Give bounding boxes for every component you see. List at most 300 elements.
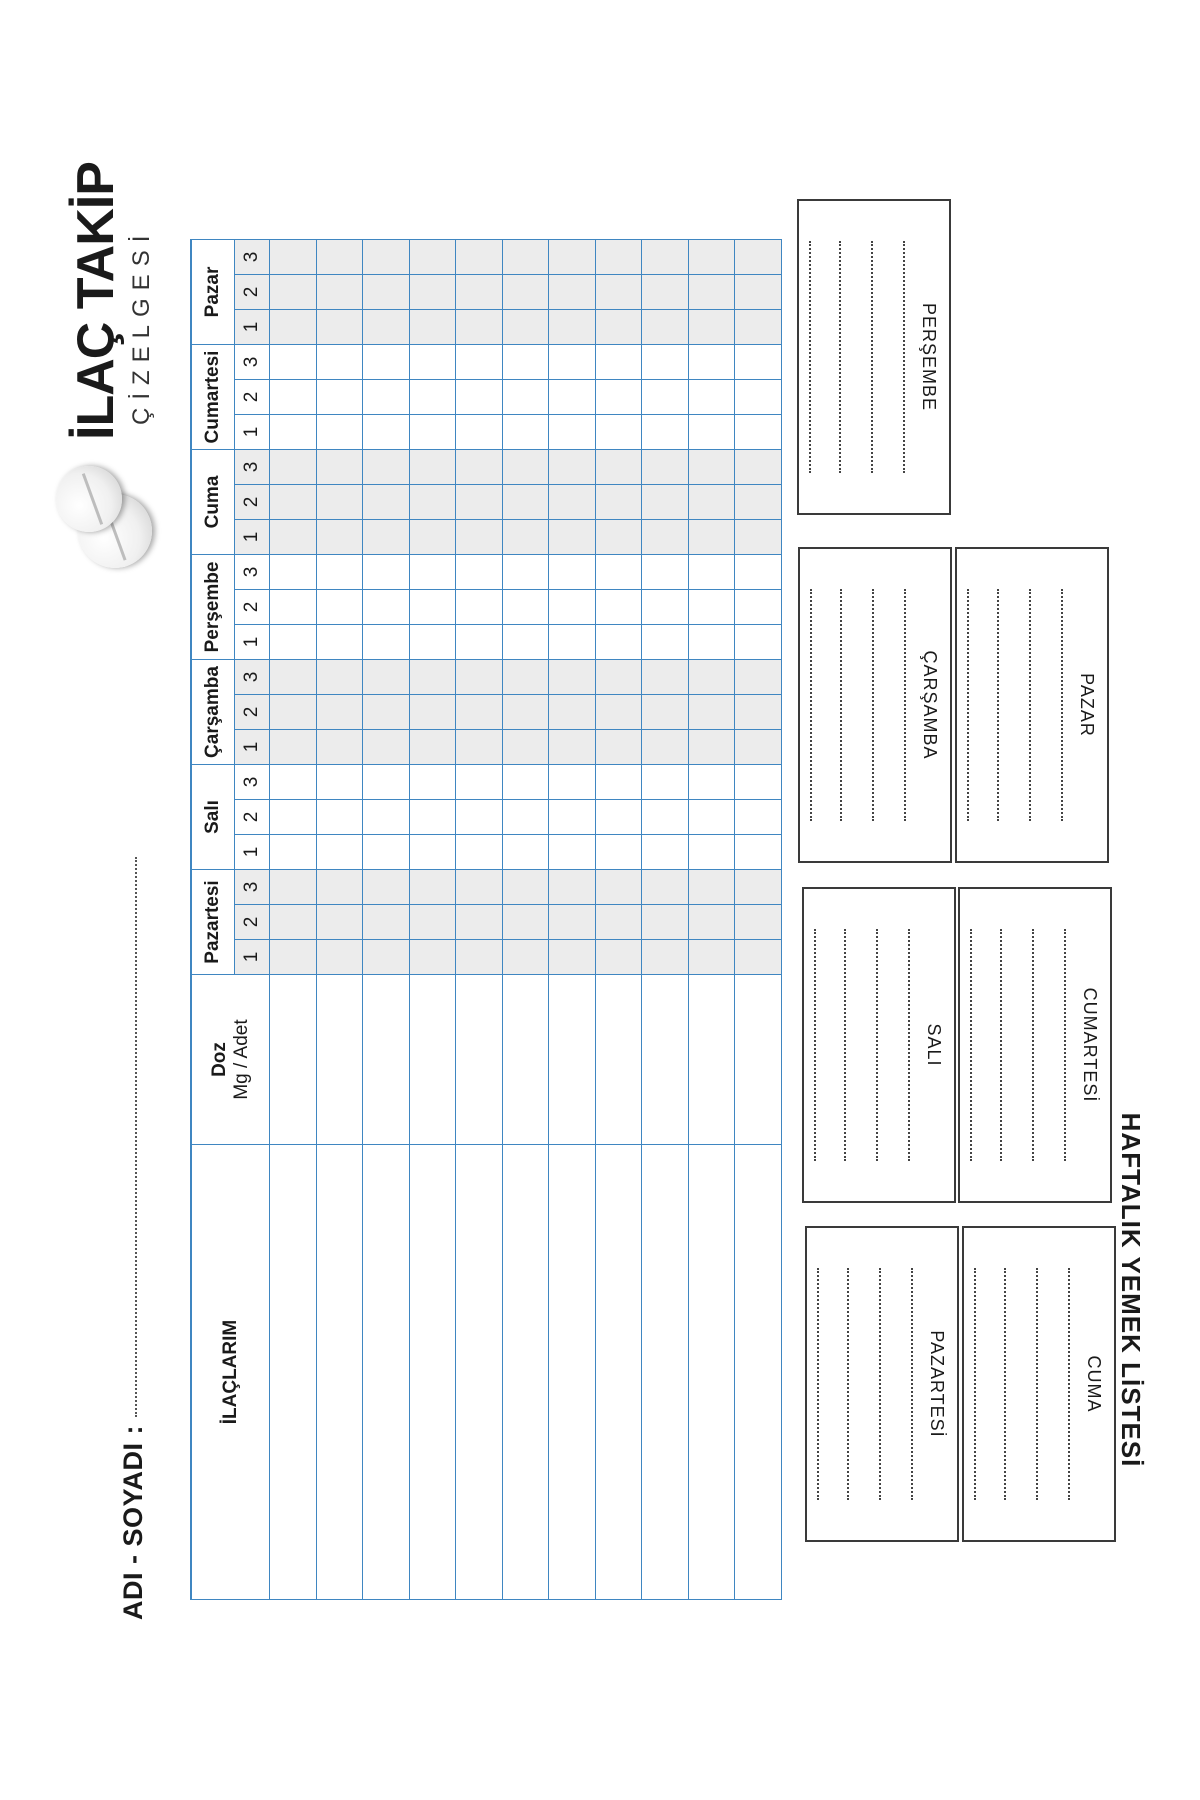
intake-check-cell[interactable] [502, 310, 549, 345]
intake-check-cell[interactable] [409, 940, 456, 975]
intake-check-cell[interactable] [595, 660, 642, 695]
intake-check-cell[interactable] [642, 415, 689, 450]
intake-check-cell[interactable] [270, 345, 317, 380]
intake-check-cell[interactable] [409, 905, 456, 940]
intake-check-cell[interactable] [735, 730, 782, 765]
intake-check-cell[interactable] [363, 800, 410, 835]
intake-check-cell[interactable] [456, 765, 503, 800]
intake-check-cell[interactable] [409, 590, 456, 625]
intake-check-cell[interactable] [595, 625, 642, 660]
dose-number: 2 [235, 485, 270, 520]
intake-check-cell[interactable] [688, 625, 735, 660]
intake-check-cell[interactable] [409, 870, 456, 905]
grid-body [270, 240, 782, 1600]
intake-check-cell[interactable] [456, 240, 503, 275]
intake-check-cell[interactable] [688, 415, 735, 450]
intake-check-cell[interactable] [456, 450, 503, 485]
meal-box-label: PAZAR [1077, 673, 1097, 737]
intake-check-cell[interactable] [363, 520, 410, 555]
intake-check-cell[interactable] [409, 660, 456, 695]
intake-check-cell[interactable] [642, 450, 689, 485]
intake-check-cell[interactable] [456, 940, 503, 975]
intake-check-cell[interactable] [595, 275, 642, 310]
intake-check-cell[interactable] [270, 905, 317, 940]
medication-row [688, 240, 735, 1600]
medication-row [642, 240, 689, 1600]
intake-check-cell[interactable] [270, 695, 317, 730]
intake-check-cell[interactable] [270, 450, 317, 485]
intake-check-cell[interactable] [688, 240, 735, 275]
intake-check-cell[interactable] [363, 625, 410, 660]
intake-check-cell[interactable] [316, 590, 363, 625]
intake-check-cell[interactable] [642, 765, 689, 800]
intake-check-cell[interactable] [316, 835, 363, 870]
intake-check-cell[interactable] [409, 765, 456, 800]
intake-check-cell[interactable] [735, 660, 782, 695]
intake-check-cell[interactable] [456, 835, 503, 870]
intake-check-cell[interactable] [316, 240, 363, 275]
intake-check-cell[interactable] [409, 275, 456, 310]
intake-check-cell[interactable] [549, 660, 596, 695]
intake-check-cell[interactable] [595, 590, 642, 625]
medication-name-cell[interactable] [270, 1145, 317, 1600]
intake-check-cell[interactable] [549, 730, 596, 765]
intake-check-cell[interactable] [270, 275, 317, 310]
dose-header-cell [191, 975, 270, 1145]
intake-check-cell[interactable] [316, 625, 363, 660]
intake-check-cell[interactable] [456, 520, 503, 555]
intake-check-cell[interactable] [549, 415, 596, 450]
intake-check-cell[interactable] [735, 940, 782, 975]
intake-check-cell[interactable] [456, 905, 503, 940]
meal-box-label: PERŞEMBE [919, 302, 939, 412]
intake-check-cell[interactable] [688, 835, 735, 870]
medication-name-cell[interactable] [502, 1145, 549, 1600]
intake-check-cell[interactable] [363, 730, 410, 765]
intake-check-cell[interactable] [363, 485, 410, 520]
intake-check-cell[interactable] [316, 380, 363, 415]
dose-number: 3 [235, 345, 270, 380]
intake-check-cell[interactable] [642, 275, 689, 310]
intake-check-cell[interactable] [409, 800, 456, 835]
intake-check-cell[interactable] [642, 800, 689, 835]
dose-cell[interactable] [595, 975, 642, 1145]
intake-check-cell[interactable] [363, 415, 410, 450]
intake-check-cell[interactable] [502, 590, 549, 625]
intake-check-cell[interactable] [735, 485, 782, 520]
intake-check-cell[interactable] [456, 415, 503, 450]
intake-check-cell[interactable] [409, 555, 456, 590]
intake-check-cell[interactable] [456, 695, 503, 730]
intake-check-cell[interactable] [502, 730, 549, 765]
dose-number: 1 [235, 310, 270, 345]
intake-check-cell[interactable] [270, 765, 317, 800]
intake-check-cell[interactable] [363, 275, 410, 310]
meal-box-label: SALI [924, 1023, 944, 1067]
dose-cell[interactable] [688, 975, 735, 1145]
meal-box-label: CUMA [1084, 1355, 1104, 1413]
logo-subtitle: ÇİZELGESİ [128, 227, 155, 425]
intake-check-cell[interactable] [735, 380, 782, 415]
medication-name-cell[interactable] [688, 1145, 735, 1600]
intake-check-cell[interactable] [688, 450, 735, 485]
intake-check-cell[interactable] [456, 660, 503, 695]
intake-check-cell[interactable] [549, 520, 596, 555]
intake-check-cell[interactable] [735, 555, 782, 590]
name-label: ADI - SOYADI : [118, 1424, 148, 1620]
intake-check-cell[interactable] [595, 835, 642, 870]
dose-number: 1 [235, 940, 270, 975]
intake-check-cell[interactable] [735, 695, 782, 730]
medication-row [316, 240, 363, 1600]
medication-row [735, 240, 782, 1600]
intake-check-cell[interactable] [502, 555, 549, 590]
intake-check-cell[interactable] [549, 800, 596, 835]
intake-check-cell[interactable] [549, 625, 596, 660]
intake-check-cell[interactable] [502, 870, 549, 905]
intake-check-cell[interactable] [456, 310, 503, 345]
intake-check-cell[interactable] [409, 415, 456, 450]
intake-check-cell[interactable] [316, 800, 363, 835]
medication-name-cell[interactable] [595, 1145, 642, 1600]
intake-check-cell[interactable] [549, 835, 596, 870]
intake-check-cell[interactable] [595, 800, 642, 835]
intake-check-cell[interactable] [735, 625, 782, 660]
intake-check-cell[interactable] [316, 660, 363, 695]
medication-name-cell[interactable] [549, 1145, 596, 1600]
intake-check-cell[interactable] [642, 695, 689, 730]
intake-check-cell[interactable] [409, 625, 456, 660]
intake-check-cell[interactable] [270, 590, 317, 625]
intake-check-cell[interactable] [456, 870, 503, 905]
intake-check-cell[interactable] [595, 940, 642, 975]
intake-check-cell[interactable] [595, 485, 642, 520]
intake-check-cell[interactable] [363, 905, 410, 940]
intake-check-cell[interactable] [409, 345, 456, 380]
intake-check-cell[interactable] [363, 380, 410, 415]
intake-check-cell[interactable] [688, 765, 735, 800]
intake-check-cell[interactable] [595, 695, 642, 730]
intake-check-cell[interactable] [270, 520, 317, 555]
intake-check-cell[interactable] [502, 940, 549, 975]
medication-row [409, 240, 456, 1600]
intake-check-cell[interactable] [595, 380, 642, 415]
intake-check-cell[interactable] [642, 380, 689, 415]
intake-check-cell[interactable] [642, 485, 689, 520]
meal-box-sunday[interactable] [955, 547, 1109, 863]
intake-check-cell[interactable] [549, 275, 596, 310]
intake-check-cell[interactable] [409, 240, 456, 275]
medications-header: İLAÇLARIM [191, 1145, 270, 1600]
intake-check-cell[interactable] [270, 555, 317, 590]
intake-check-cell[interactable] [502, 450, 549, 485]
intake-check-cell[interactable] [363, 940, 410, 975]
intake-check-cell[interactable] [363, 835, 410, 870]
intake-check-cell[interactable] [502, 660, 549, 695]
intake-check-cell[interactable] [270, 485, 317, 520]
intake-check-cell[interactable] [735, 765, 782, 800]
meal-box-label: CUMARTESİ [1080, 987, 1100, 1103]
intake-check-cell[interactable] [363, 310, 410, 345]
medication-name-cell[interactable] [409, 1145, 456, 1600]
meal-box-thursday[interactable] [797, 199, 951, 515]
intake-check-cell[interactable] [409, 695, 456, 730]
intake-check-cell[interactable] [502, 415, 549, 450]
intake-check-cell[interactable] [363, 870, 410, 905]
dose-cell[interactable] [270, 975, 317, 1145]
intake-check-cell[interactable] [688, 555, 735, 590]
intake-check-cell[interactable] [316, 730, 363, 765]
intake-check-cell[interactable] [363, 345, 410, 380]
intake-check-cell[interactable] [316, 520, 363, 555]
intake-check-cell[interactable] [316, 695, 363, 730]
intake-check-cell[interactable] [642, 905, 689, 940]
intake-check-cell[interactable] [549, 555, 596, 590]
meal-box-monday[interactable] [805, 1226, 959, 1542]
intake-check-cell[interactable] [549, 485, 596, 520]
intake-check-cell[interactable] [502, 485, 549, 520]
intake-check-cell[interactable] [456, 485, 503, 520]
intake-check-cell[interactable] [688, 695, 735, 730]
dose-subheader: Mg / Adet [230, 1019, 252, 1100]
meal-box-wednesday[interactable] [798, 547, 952, 863]
intake-check-cell[interactable] [316, 765, 363, 800]
intake-check-cell[interactable] [595, 870, 642, 905]
medication-name-cell[interactable] [456, 1145, 503, 1600]
dose-number: 3 [235, 660, 270, 695]
intake-check-cell[interactable] [409, 310, 456, 345]
medication-row [549, 240, 596, 1600]
medication-row [502, 240, 549, 1600]
intake-check-cell[interactable] [270, 380, 317, 415]
medication-name-cell[interactable] [735, 1145, 782, 1600]
dose-cell[interactable] [456, 975, 503, 1145]
medication-name-cell[interactable] [363, 1145, 410, 1600]
dose-number: 1 [235, 415, 270, 450]
intake-check-cell[interactable] [316, 940, 363, 975]
dose-number: 3 [235, 765, 270, 800]
intake-check-cell[interactable] [688, 590, 735, 625]
intake-check-cell[interactable] [549, 450, 596, 485]
dose-cell[interactable] [316, 975, 363, 1145]
intake-check-cell[interactable] [502, 800, 549, 835]
pill-icon [56, 466, 122, 532]
intake-check-cell[interactable] [642, 555, 689, 590]
intake-check-cell[interactable] [456, 555, 503, 590]
intake-check-cell[interactable] [595, 520, 642, 555]
medication-grid [190, 239, 782, 1600]
intake-check-cell[interactable] [363, 590, 410, 625]
intake-check-cell[interactable] [549, 310, 596, 345]
intake-check-cell[interactable] [549, 695, 596, 730]
intake-check-cell[interactable] [456, 730, 503, 765]
intake-check-cell[interactable] [735, 240, 782, 275]
intake-check-cell[interactable] [270, 800, 317, 835]
dose-number: 1 [235, 625, 270, 660]
dose-cell[interactable] [502, 975, 549, 1145]
intake-check-cell[interactable] [316, 555, 363, 590]
dose-cell[interactable] [735, 975, 782, 1145]
intake-check-cell[interactable] [735, 345, 782, 380]
intake-check-cell[interactable] [502, 905, 549, 940]
intake-check-cell[interactable] [270, 660, 317, 695]
intake-check-cell[interactable] [595, 555, 642, 590]
intake-check-cell[interactable] [688, 730, 735, 765]
intake-check-cell[interactable] [549, 765, 596, 800]
intake-check-cell[interactable] [642, 660, 689, 695]
name-dotted-line [133, 857, 137, 1417]
intake-check-cell[interactable] [363, 660, 410, 695]
intake-check-cell[interactable] [642, 590, 689, 625]
intake-check-cell[interactable] [735, 450, 782, 485]
intake-check-cell[interactable] [642, 835, 689, 870]
intake-check-cell[interactable] [270, 940, 317, 975]
intake-check-cell[interactable] [316, 485, 363, 520]
intake-check-cell[interactable] [735, 870, 782, 905]
intake-check-cell[interactable] [642, 730, 689, 765]
intake-check-cell[interactable] [688, 905, 735, 940]
intake-check-cell[interactable] [270, 835, 317, 870]
intake-check-cell[interactable] [502, 765, 549, 800]
meal-box-friday[interactable] [962, 1226, 1116, 1542]
intake-check-cell[interactable] [688, 520, 735, 555]
intake-check-cell[interactable] [270, 625, 317, 660]
intake-check-cell[interactable] [456, 345, 503, 380]
intake-check-cell[interactable] [316, 275, 363, 310]
intake-check-cell[interactable] [502, 695, 549, 730]
medication-row [270, 240, 317, 1600]
intake-check-cell[interactable] [688, 485, 735, 520]
logo-title: İLAÇ TAKİP [67, 162, 125, 440]
intake-check-cell[interactable] [502, 380, 549, 415]
intake-check-cell[interactable] [735, 415, 782, 450]
dose-cell[interactable] [363, 975, 410, 1145]
intake-check-cell[interactable] [549, 345, 596, 380]
intake-check-cell[interactable] [688, 660, 735, 695]
meal-box-tuesday[interactable] [802, 887, 956, 1203]
intake-check-cell[interactable] [316, 310, 363, 345]
intake-check-cell[interactable] [642, 520, 689, 555]
intake-check-cell[interactable] [595, 765, 642, 800]
intake-check-cell[interactable] [549, 905, 596, 940]
intake-check-cell[interactable] [688, 380, 735, 415]
intake-check-cell[interactable] [456, 800, 503, 835]
dose-cell[interactable] [409, 975, 456, 1145]
intake-check-cell[interactable] [270, 310, 317, 345]
intake-check-cell[interactable] [270, 415, 317, 450]
dose-number: 3 [235, 870, 270, 905]
intake-check-cell[interactable] [363, 555, 410, 590]
intake-check-cell[interactable] [270, 240, 317, 275]
intake-check-cell[interactable] [642, 940, 689, 975]
intake-check-cell[interactable] [595, 905, 642, 940]
intake-check-cell[interactable] [409, 485, 456, 520]
intake-check-cell[interactable] [735, 905, 782, 940]
intake-check-cell[interactable] [502, 625, 549, 660]
meal-list-title: HAFTALIK YEMEK LİSTESİ [1116, 1112, 1146, 1468]
intake-check-cell[interactable] [735, 590, 782, 625]
day-header: Pazar [191, 240, 235, 345]
intake-check-cell[interactable] [502, 345, 549, 380]
medication-name-cell[interactable] [316, 1145, 363, 1600]
intake-check-cell[interactable] [688, 345, 735, 380]
intake-check-cell[interactable] [363, 450, 410, 485]
intake-check-cell[interactable] [595, 240, 642, 275]
intake-check-cell[interactable] [549, 380, 596, 415]
intake-check-cell[interactable] [409, 520, 456, 555]
intake-check-cell[interactable] [456, 625, 503, 660]
intake-check-cell[interactable] [409, 835, 456, 870]
intake-check-cell[interactable] [409, 730, 456, 765]
name-field[interactable] [118, 857, 149, 1620]
intake-check-cell[interactable] [409, 380, 456, 415]
intake-check-cell[interactable] [316, 415, 363, 450]
dose-number: 2 [235, 800, 270, 835]
intake-check-cell[interactable] [688, 940, 735, 975]
intake-check-cell[interactable] [688, 870, 735, 905]
intake-check-cell[interactable] [270, 730, 317, 765]
intake-check-cell[interactable] [595, 310, 642, 345]
dose-number: 2 [235, 380, 270, 415]
dose-header: Doz [208, 1042, 230, 1077]
intake-check-cell[interactable] [316, 450, 363, 485]
intake-check-cell[interactable] [363, 240, 410, 275]
intake-check-cell[interactable] [735, 835, 782, 870]
meal-box-saturday[interactable] [958, 887, 1112, 1203]
intake-check-cell[interactable] [316, 905, 363, 940]
medication-name-cell[interactable] [642, 1145, 689, 1600]
intake-check-cell[interactable] [316, 345, 363, 380]
intake-check-cell[interactable] [595, 345, 642, 380]
dose-cell[interactable] [549, 975, 596, 1145]
intake-check-cell[interactable] [642, 870, 689, 905]
intake-check-cell[interactable] [270, 870, 317, 905]
intake-check-cell[interactable] [595, 450, 642, 485]
intake-check-cell[interactable] [595, 415, 642, 450]
intake-check-cell[interactable] [549, 870, 596, 905]
intake-check-cell[interactable] [456, 590, 503, 625]
intake-check-cell[interactable] [549, 940, 596, 975]
intake-check-cell[interactable] [456, 275, 503, 310]
dose-cell[interactable] [642, 975, 689, 1145]
intake-check-cell[interactable] [642, 625, 689, 660]
intake-check-cell[interactable] [735, 275, 782, 310]
intake-check-cell[interactable] [316, 870, 363, 905]
intake-check-cell[interactable] [735, 310, 782, 345]
intake-check-cell[interactable] [688, 800, 735, 835]
intake-check-cell[interactable] [688, 275, 735, 310]
intake-check-cell[interactable] [642, 345, 689, 380]
intake-check-cell[interactable] [502, 240, 549, 275]
intake-check-cell[interactable] [502, 520, 549, 555]
intake-check-cell[interactable] [735, 800, 782, 835]
intake-check-cell[interactable] [735, 520, 782, 555]
day-header: Cumartesi [191, 345, 235, 450]
intake-check-cell[interactable] [409, 450, 456, 485]
intake-check-cell[interactable] [549, 590, 596, 625]
intake-check-cell[interactable] [642, 310, 689, 345]
intake-check-cell[interactable] [363, 695, 410, 730]
intake-check-cell[interactable] [502, 275, 549, 310]
intake-check-cell[interactable] [363, 765, 410, 800]
intake-check-cell[interactable] [502, 835, 549, 870]
intake-check-cell[interactable] [595, 730, 642, 765]
intake-check-cell[interactable] [549, 240, 596, 275]
intake-check-cell[interactable] [456, 380, 503, 415]
intake-check-cell[interactable] [642, 240, 689, 275]
intake-check-cell[interactable] [688, 310, 735, 345]
dose-number: 3 [235, 240, 270, 275]
